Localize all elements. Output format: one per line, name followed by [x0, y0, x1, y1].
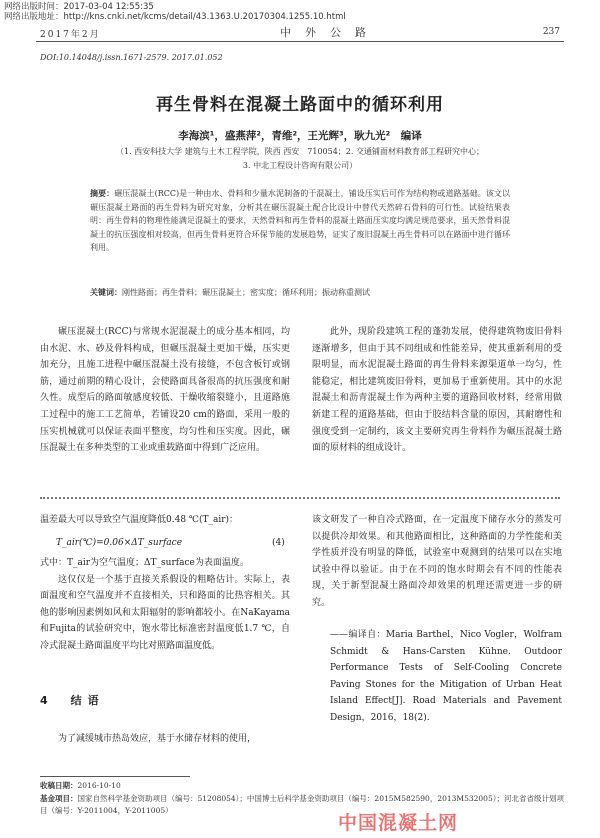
- header-divider: [36, 41, 564, 42]
- received-date: 2016-10-10: [77, 781, 121, 790]
- equation-where: 式中：T_air为空气温度；ΔT_surface为表面温度。: [40, 558, 249, 568]
- source-text: Maria Barthel，Nico Vogler，Wolfram Schmidt & Hans-Carsten Kühne. Outdoor Performance Tests of Self-Cooling Concrete Paving Stones for the Mitigation of Urban Heat Island Effect[J]. Road Materials and Pavement Design，2016，18(2).: [330, 630, 562, 723]
- header-date: 2017年2月: [40, 30, 101, 40]
- header-journal: 中外公路: [280, 26, 380, 39]
- body-paragraph: 这仅仅是一个基于直接关系假设的粗略估计。实际上，表面温度和空气温度并不直接相关，只和路面的比热容相关。其他的影响因素例如风和太阳辐射的影响都较小。在NaKayama和Fujita的试验研究中，饱水带比标准密封温度低1.7 ℃，自冷式混凝土路面温度平均比对照路面温度低。: [40, 574, 290, 651]
- source-reference: [312, 627, 562, 727]
- header-page-number: 237: [542, 27, 560, 37]
- received-label: 收稿日期：: [40, 781, 78, 790]
- fund-label: 基金项目：: [40, 793, 78, 803]
- abstract: [90, 187, 510, 255]
- body-paragraph: 为了减缓城市热岛效应，基于水储存材料的使用，: [58, 734, 257, 744]
- footnote: [40, 780, 570, 818]
- fund-text: 国家自然科学基金资助项目（编号：51208054）；中国博士后科学基金资助项目（编号：2015M582590，2013M532005）；河北省省级计划项目（编号：Y-2011004，Y-2011005）: [40, 793, 564, 815]
- footnote-divider: [40, 776, 190, 777]
- publication-url[interactable]: 网络出版地址：http://kns.cnki.net/kcms/detail/43.1363.U.20170304.1255.10.html: [4, 12, 346, 22]
- watermark-logo: 中国混凝土网: [338, 812, 459, 834]
- doi: DOI:10.14048/j.issn.1671-2579. 2017.01.052: [40, 53, 223, 62]
- keywords-text: 刚性路面；再生骨料；碾压混凝土；密实度；循环利用；振动称重测试: [122, 288, 370, 297]
- equation-explanation: [40, 555, 290, 655]
- abstract-text: 碾压混凝土(RCC)是一种由水、骨料和少量水泥制备的干混凝土，铺设压实后可作为结构物或道路基础。该文以碾压混凝土路面的再生骨料为研究对象，分析其在碾压混凝土配合比设计中替代天然碎石骨料的可行性。试验结果表明：再生骨料的物理性能满足混凝土的要求，天然骨料和再生骨料的混凝土路面压实度均满足规范要求，虽天然骨料混凝土的抗压强度相对较高，但再生骨料更符合环保节能的发展趋势，证实了废旧混凝土再生骨料可以在路面中进行循环利用。: [90, 189, 510, 253]
- equation: T_air(℃)=0.06×ΔT_surface: [56, 538, 183, 548]
- keywords-label: 关键词：: [90, 288, 122, 297]
- abstract-label: 摘要：: [90, 189, 115, 198]
- article-separator: [40, 497, 560, 499]
- affiliation-line: 3. 中北工程设计咨询有限公司）: [242, 161, 358, 170]
- publication-info: [4, 2, 346, 22]
- paper-title: 再生骨料在混凝土路面中的循环利用: [156, 95, 444, 115]
- equation-number: (4): [272, 538, 285, 548]
- keywords: [90, 286, 510, 299]
- affiliations: [0, 145, 600, 173]
- source-label: ——编译自：: [330, 630, 386, 640]
- body-paragraph: 此外，现阶段建筑工程的蓬勃发展，使得建筑物废旧骨料逐渐增多，但由于其不同组成和性能差异，使其重新利用的受限明显，而水泥混凝土路面的再生骨料来源渠道单一均匀，性能稳定，相比建筑废旧骨料，更加易于重新使用。其中的水泥混凝土和沥青混凝土作为两种主要的道路回收材料，经常用做新建工程的道路基础，但由于胶结料含量的原因，其耐磨性和强度受到一定制约，该文主要研究再生骨料作为碾压混凝土路面的原材料的组成设计。: [312, 327, 562, 454]
- affiliation-line: （1. 西安科技大学 建筑与土木工程学院，陕西 西安 710054；2. 交通铺面材料教育部工程研究中心；: [116, 147, 484, 156]
- body-paragraph: 碾压混凝土(RCC)与常规水泥混凝土的成分基本相同，均由水泥、水、砂及骨料构成，但碾压混凝土更加干燥，压实更加充分，且施工进程中碾压混凝土没有接缝，不包含板钉或钢筋，通过前期的精心设计，会使路面具备很高的抗压强度和耐久性。成型后的路面敏感度较低、干燥收缩裂缝小，且道路施工过程中的施工工艺简单，若铺设20 cm的路面，采用一般的压实机械就可以保证表面平整度，均匀性和压实度。因此，碾压混凝土在多种类型的工业或重载路面中得到广泛应用。: [40, 327, 290, 454]
- authors: 李海滨¹，盛燕萍²，青维²，王光辉³，耿九光² 编译: [178, 130, 422, 142]
- body-text: 温差最大可以导致空气温度降低0.48 ℃(T_air)：: [40, 515, 239, 525]
- body-paragraph: 该文研发了一种自冷式路面，在一定温度下储存水分的蒸发可以提供冷却效果。和其他路面相比，这种路面的力学性能和美学性质并没有明显的降低，试验室中观测到的结果可以在实地试验中得以验证。由于在不同的饱水时期会有不同的性能表现，关于新型混凝土路面冷却效果的机理还需更进一步的研究。: [312, 515, 562, 608]
- section-heading: 4 结语: [40, 694, 105, 707]
- publication-time: 网络出版时间：2017-03-04 12:55:35: [4, 2, 154, 12]
